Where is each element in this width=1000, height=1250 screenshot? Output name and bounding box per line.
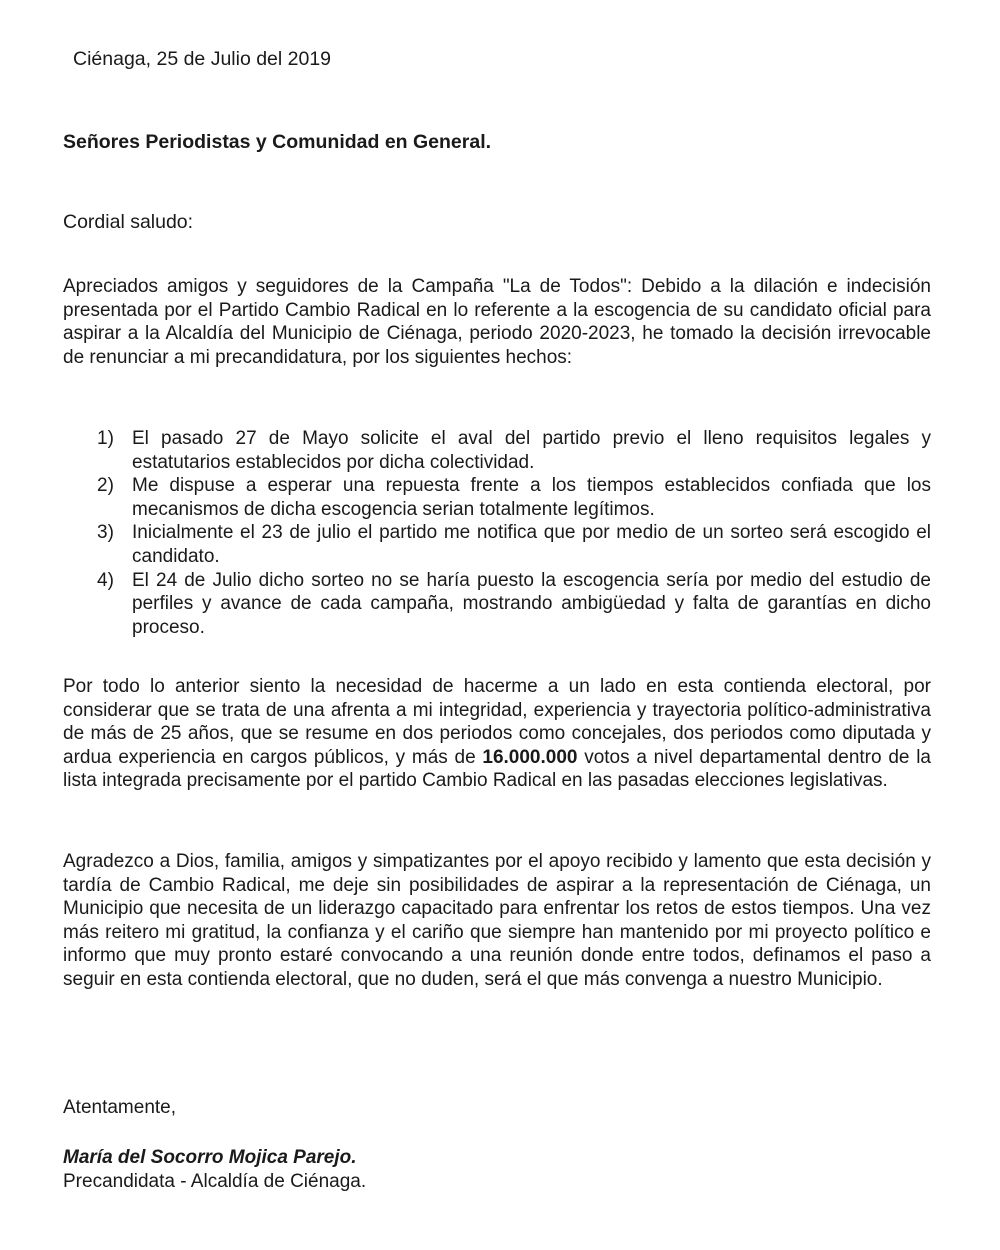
signature-role: Precandidata - Alcaldía de Ciénaga. bbox=[63, 1171, 367, 1192]
fact-item bbox=[63, 521, 931, 568]
letter-date: Ciénaga, 25 de Julio del 2019 bbox=[73, 48, 332, 70]
fact-text: Inicialmente el 23 de julio el partido me notifica que por medio de un sorteo será escogido el candidato. bbox=[132, 522, 931, 567]
signature-name: María del Socorro Mojica Parejo. bbox=[63, 1147, 357, 1168]
fact-item bbox=[63, 474, 931, 521]
fact-number: 3) bbox=[97, 522, 114, 544]
fact-item bbox=[63, 569, 931, 640]
closing-paragraph-2: Agradezco a Dios, familia, amigos y simpatizantes por el apoyo recibido y lamento que esta decisión y tardía de Cambio Radical, me deje sin posibilidades de aspirar a la representación de Ciénaga, un Municipio que necesita de un liderazgo capacitado para enfrentar los retos de estos tiempos. Una vez más reitero mi gratitud, la confianza y el cariño que siempre han mantenido por mi proyecto político e informo que muy pronto estaré convocando a una reunión donde entre todos, definamos el paso a seguir en esta contienda electoral, que no duden, será el que más convenga a nuestro Municipio. bbox=[63, 851, 931, 990]
fact-text: Me dispuse a esperar una repuesta frente a los tiempos establecidos confiada que los mecanismos de dicha escogencia serian totalmente legítimos. bbox=[132, 475, 931, 520]
letter-signoff: Atentamente, bbox=[63, 1097, 177, 1118]
letter-recipient: Señores Periodistas y Comunidad en General. bbox=[63, 131, 492, 153]
fact-text: El 24 de Julio dicho sorteo no se haría puesto la escogencia sería por medio del estudio de perfiles y avance de cada campaña, mostrando ambigüedad y falta de garantías en dicho proceso. bbox=[132, 569, 931, 638]
fact-item bbox=[63, 427, 931, 474]
fact-number: 1) bbox=[97, 428, 114, 449]
closing-paragraph-1 bbox=[63, 675, 931, 793]
closing-text-part-2: votos a nivel departamental dentro de la lista integrada precisamente por el partido Cambio Radical en las pasadas elecciones legislativas. bbox=[63, 746, 931, 792]
facts-list bbox=[63, 427, 931, 639]
vote-count: 16.000.000 bbox=[482, 746, 578, 768]
closing-text-part-1: Por todo lo anterior siento la necesidad de hacerme a un lado en esta contienda electoral, por considerar que se trata de una afrenta a mi integridad, experiencia y trayectoria político-administrativa de más de 25 años, que se resume en dos periodos como concejales, dos periodos como diputada y ardua experiencia en cargos públicos, y más de bbox=[63, 676, 931, 768]
fact-text: El pasado 27 de Mayo solicite el aval del partido previo el lleno requisitos legales y estatutarios establecidos por dicha colectividad. bbox=[132, 428, 931, 473]
fact-number: 4) bbox=[97, 569, 114, 591]
intro-paragraph: Apreciados amigos y seguidores de la Campaña "La de Todos": Debido a la dilación e indecisión presentada por el Partido Cambio Radical en lo referente a la escogencia de su candidato oficial para aspirar a la Alcaldía del Municipio de Ciénaga, periodo 2020-2023, he tomado la decisión irrevocable de renunciar a mi precandidatura, por los siguientes hechos: bbox=[63, 276, 931, 368]
fact-number: 2) bbox=[97, 475, 114, 497]
letter-greeting: Cordial saludo: bbox=[63, 211, 194, 233]
